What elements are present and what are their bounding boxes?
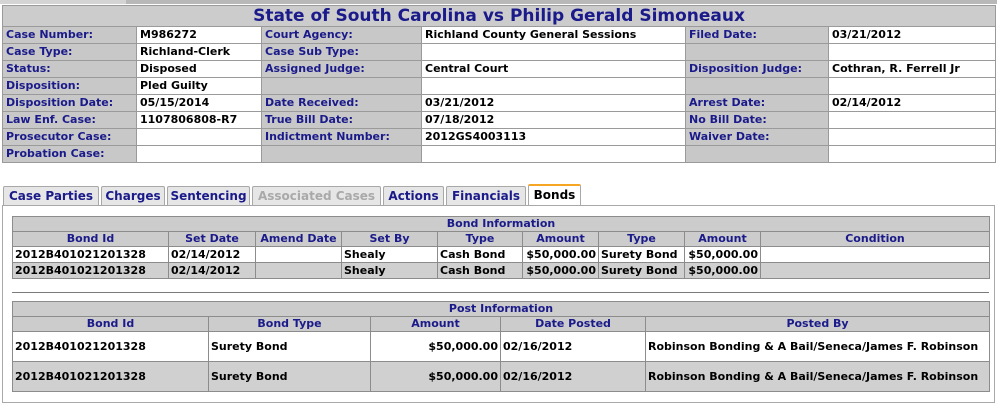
post-column-header: Bond Type <box>209 317 371 332</box>
bond-column-header: Type <box>438 232 523 247</box>
bond-cell: 2012B401021201328 <box>13 263 169 279</box>
case-field-label: Disposition Judge: <box>686 61 829 78</box>
table-row <box>13 332 990 362</box>
case-field-value: 2012GS4003113 <box>422 129 686 146</box>
post-column-header: Date Posted <box>501 317 646 332</box>
case-field-value <box>829 146 996 163</box>
case-field-value <box>137 129 262 146</box>
case-field-value <box>829 44 996 61</box>
bond-cell <box>256 247 342 263</box>
case-field-label <box>686 44 829 61</box>
bond-column-header: Bond Id <box>13 232 169 247</box>
bond-column-header: Amount <box>685 232 761 247</box>
top-tab-active <box>0 0 126 4</box>
case-field-value: M986272 <box>137 27 262 44</box>
table-row <box>13 247 990 263</box>
bond-column-header: Set By <box>342 232 438 247</box>
bond-column-header: Amend Date <box>256 232 342 247</box>
bond-information-table <box>12 216 990 279</box>
case-field-value <box>829 112 996 129</box>
section-divider <box>12 292 989 293</box>
case-field-value: Central Court <box>422 61 686 78</box>
bond-column-header: Amount <box>523 232 599 247</box>
tab-associated-cases: Associated Cases <box>252 186 381 205</box>
case-field-value <box>422 78 686 95</box>
case-field-value: Pled Guilty <box>137 78 262 95</box>
case-field-value <box>137 146 262 163</box>
case-field-label: Case Type: <box>3 44 137 61</box>
post-cell: Surety Bond <box>209 362 371 392</box>
case-field-label: Waiver Date: <box>686 129 829 146</box>
case-field-label: Disposition: <box>3 78 137 95</box>
case-field-value <box>829 78 996 95</box>
bond-header-row <box>13 232 990 247</box>
bond-cell: Shealy <box>342 247 438 263</box>
case-field-label <box>262 78 422 95</box>
case-field-label: Prosecutor Case: <box>3 129 137 146</box>
case-field-value: 1107806808-R7 <box>137 112 262 129</box>
bond-cell: $50,000.00 <box>685 263 761 279</box>
bond-column-header: Set Date <box>169 232 256 247</box>
bond-cell: $50,000.00 <box>523 263 599 279</box>
bond-column-header: Type <box>599 232 685 247</box>
case-field-value: Richland County General Sessions <box>422 27 686 44</box>
post-column-header: Amount <box>371 317 501 332</box>
post-information-table <box>12 301 990 392</box>
post-cell: $50,000.00 <box>371 362 501 392</box>
case-field-label: Indictment Number: <box>262 129 422 146</box>
case-detail-row <box>3 146 996 163</box>
case-field-label <box>262 146 422 163</box>
case-detail-row <box>3 78 996 95</box>
case-field-label: Law Enf. Case: <box>3 112 137 129</box>
bond-cell: Cash Bond <box>438 263 523 279</box>
case-field-label: No Bill Date: <box>686 112 829 129</box>
case-detail-row <box>3 27 996 44</box>
bond-cell: $50,000.00 <box>523 247 599 263</box>
bond-information-caption: Bond Information <box>13 217 990 232</box>
bond-cell: 02/14/2012 <box>169 247 256 263</box>
case-field-value: Cothran, R. Ferrell Jr <box>829 61 996 78</box>
post-cell: Surety Bond <box>209 332 371 362</box>
post-information-caption: Post Information <box>13 302 990 317</box>
case-field-label: Arrest Date: <box>686 95 829 112</box>
tab-charges[interactable]: Charges <box>101 186 165 205</box>
tab-bonds[interactable]: Bonds <box>528 184 581 205</box>
case-field-value: 05/15/2014 <box>137 95 262 112</box>
case-field-label <box>686 146 829 163</box>
case-field-label: Filed Date: <box>686 27 829 44</box>
bond-cell: Cash Bond <box>438 247 523 263</box>
post-cell: Robinson Bonding & A Bail/Seneca/James F. Robinson <box>646 362 990 392</box>
post-header-row <box>13 317 990 332</box>
table-row <box>13 263 990 279</box>
case-field-value: Richland-Clerk <box>137 44 262 61</box>
post-column-header: Bond Id <box>13 317 209 332</box>
post-cell: 2012B401021201328 <box>13 362 209 392</box>
case-detail-row <box>3 112 996 129</box>
table-row <box>13 362 990 392</box>
case-details-table <box>2 5 996 163</box>
bond-cell: Surety Bond <box>599 263 685 279</box>
bonds-panel <box>2 205 995 403</box>
case-field-value: 03/21/2012 <box>422 95 686 112</box>
bond-cell: Shealy <box>342 263 438 279</box>
case-field-value: Disposed <box>137 61 262 78</box>
post-column-header: Posted By <box>646 317 990 332</box>
bond-column-header: Condition <box>761 232 990 247</box>
case-field-label: Date Received: <box>262 95 422 112</box>
case-detail-row <box>3 95 996 112</box>
bond-cell <box>256 263 342 279</box>
bond-cell <box>761 247 990 263</box>
bond-cell: 02/14/2012 <box>169 263 256 279</box>
tab-case-parties[interactable]: Case Parties <box>3 186 99 205</box>
bond-cell: $50,000.00 <box>685 247 761 263</box>
case-field-label: True Bill Date: <box>262 112 422 129</box>
case-field-label: Status: <box>3 61 137 78</box>
bond-cell: 2012B401021201328 <box>13 247 169 263</box>
case-field-value: 02/14/2012 <box>829 95 996 112</box>
case-field-value <box>422 44 686 61</box>
case-field-label: Disposition Date: <box>3 95 137 112</box>
post-cell: $50,000.00 <box>371 332 501 362</box>
bond-cell: Surety Bond <box>599 247 685 263</box>
case-field-label: Case Number: <box>3 27 137 44</box>
case-field-label <box>686 78 829 95</box>
case-field-label: Assigned Judge: <box>262 61 422 78</box>
case-detail-row <box>3 129 996 146</box>
case-field-label: Probation Case: <box>3 146 137 163</box>
case-field-value: 07/18/2012 <box>422 112 686 129</box>
case-field-value: 03/21/2012 <box>829 27 996 44</box>
top-tab-strip <box>0 0 997 4</box>
post-cell: 2012B401021201328 <box>13 332 209 362</box>
case-field-label: Court Agency: <box>262 27 422 44</box>
case-detail-row <box>3 44 996 61</box>
case-field-value <box>829 129 996 146</box>
case-field-value <box>422 146 686 163</box>
tab-financials[interactable]: Financials <box>446 186 526 205</box>
case-field-label: Case Sub Type: <box>262 44 422 61</box>
tab-actions[interactable]: Actions <box>383 186 444 205</box>
case-title: State of South Carolina vs Philip Gerald Simoneaux <box>3 6 996 27</box>
post-cell: Robinson Bonding & A Bail/Seneca/James F. Robinson <box>646 332 990 362</box>
post-cell: 02/16/2012 <box>501 362 646 392</box>
bond-cell <box>761 263 990 279</box>
tab-sentencing[interactable]: Sentencing <box>167 186 250 205</box>
post-cell: 02/16/2012 <box>501 332 646 362</box>
case-detail-row <box>3 61 996 78</box>
top-tab-rest <box>126 0 997 4</box>
